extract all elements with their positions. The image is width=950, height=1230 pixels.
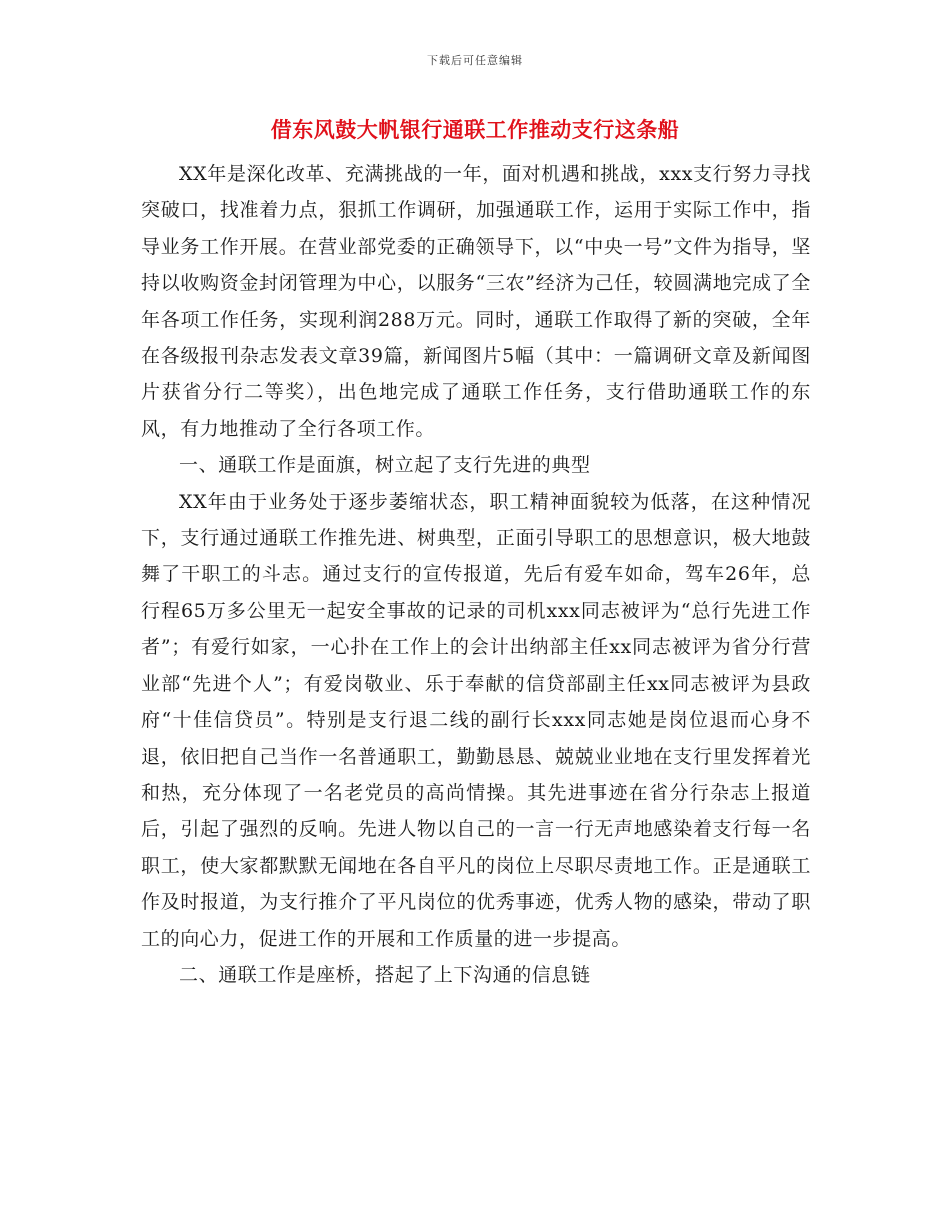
paragraph-intro: XX年是深化改革、充满挑战的一年，面对机遇和挑战，xxx支行努力寻找突破口，找准着力点，狠抓工作调研，加强通联工作，运用于实际工作中，指导业务工作开展。在营业部党委的正确领导下，以“中央一号”文件为指导，坚持以收购资金封闭管理为中心，以服务“三农”经济为己任，较圆满地完成了全年各项工作任务，实现利润288万元。同时，通联工作取得了新的突破，全年在各级报刊杂志发表文章39篇，新闻图片5幅（其中：一篇调研文章及新闻图片获省分行二等奖），出色地完成了通联工作任务，支行借助通联工作的东风，有力地推动了全行各项工作。 xyxy=(141,163,811,440)
header-note: 下载后可任意编辑 xyxy=(427,54,523,67)
section-heading-1: 一、通联工作是面旗，树立起了支行先进的典型 xyxy=(179,454,591,477)
paragraph-section-1: XX年由于业务处于逐步萎缩状态，职工精神面貌较为低落，在这种情况下，支行通过通联工作推先进、树典型，正面引导职工的思想意识，极大地鼓舞了干职工的斗志。通过支行的宣传报道，先后有爱车如命，驾车26年，总行程65万多公里无一起安全事故的记录的司机xxx同志被评为“总行先进工作者”；有爱行如家，一心扑在工作上的会计出纳部主任xx同志被评为省分行营业部“先进个人”；有爱岗敬业、乐于奉献的信贷部副主任xx同志被评为县政府“十佳信贷员”。特别是支行退二线的副行长xxx同志她是岗位退而心身不退，依旧把自己当作一名普通职工，勤勤恳恳、兢兢业业地在支行里发挥着光和热，充分体现了一名老党员的高尚情操。其先进事迹在省分行杂志上报道后，引起了强烈的反响。先进人物以自己的一言一行无声地感染着支行每一名职工，使大家都默默无闻地在各自平凡的岗位上尽职尽责地工作。正是通联工作及时报道，为支行推介了平凡岗位的优秀事迹，优秀人物的感染，带动了职工的向心力，促进工作的开展和工作质量的进一步提高。 xyxy=(141,490,811,950)
section-heading-2: 二、通联工作是座桥，搭起了上下沟通的信息链 xyxy=(179,963,591,986)
document-body xyxy=(141,156,811,993)
document-title: 借东风鼓大帆银行通联工作推动支行这条船 xyxy=(270,117,680,142)
